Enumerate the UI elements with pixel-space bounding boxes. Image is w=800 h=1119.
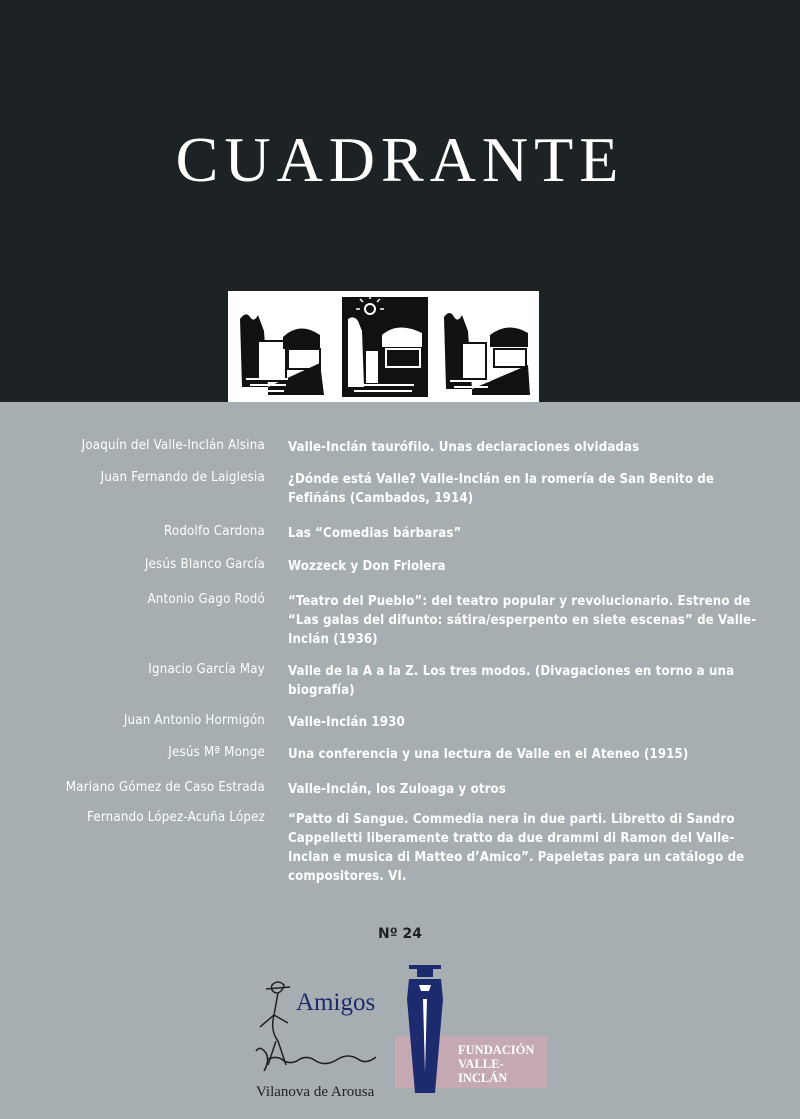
toc-article: Wozzeck y Don Friolera xyxy=(288,559,446,574)
toc-author: Juan Fernando de Laiglesia xyxy=(100,470,265,485)
woodcut-panel-center xyxy=(342,295,428,397)
toc-author: Jesús Blanco García xyxy=(144,557,265,572)
fundacion-name xyxy=(458,1043,547,1085)
toc-author: Rodolfo Cardona xyxy=(164,524,265,539)
magazine-title: CUADRANTE xyxy=(175,124,625,195)
toc-article: Valle de la A a la Z. Los tres modos. (Divagaciones en torno a una biografía) xyxy=(288,664,735,698)
amigos-place: Vilanova de Arousa xyxy=(256,1084,375,1100)
fundacion-line2: VALLE-INCLÁN xyxy=(458,1057,508,1085)
toc-author: Joaquín del Valle-Inclán Alsina xyxy=(81,438,265,453)
hat-figure-logo-icon xyxy=(395,963,455,1093)
fundacion-line1: FUNDACIÓN xyxy=(458,1043,535,1057)
woodcut-illustration xyxy=(228,291,539,402)
toc-author: Ignacio García May xyxy=(148,662,265,677)
toc-article: Valle-Inclán 1930 xyxy=(288,715,405,730)
toc-article: Las “Comedias bárbaras” xyxy=(288,526,462,541)
toc-author: Fernando López-Acuña López xyxy=(87,810,265,825)
toc-article: Una conferencia y una lectura de Valle en el Ateneo (1915) xyxy=(288,747,689,762)
amigos-logo xyxy=(248,975,398,1105)
woodcut-panel-left xyxy=(236,299,328,397)
fundacion-logo xyxy=(395,963,547,1093)
toc-article: “Patto di Sangue. Commedia nera in due parti. Libretto di Sandro Cappelletti liberamente tratto da due drammi di Ramon del Valle-Inclan e musica di Matteo d’Amico”. Papeletas para un catálogo de compositores. VI. xyxy=(288,812,745,884)
toc-article: Valle-Inclán taurófilo. Unas declaraciones olvidadas xyxy=(288,440,640,455)
toc-article: “Teatro del Pueblo”: del teatro popular y revolucionario. Estreno de “Las galas del difunto: sátira/esperpento en siete escenas” de Valle-Inclán (1936) xyxy=(288,594,757,647)
toc-author: Juan Antonio Hormigón xyxy=(123,713,265,728)
toc-article: Valle-Inclán, los Zuloaga y otros xyxy=(288,782,506,797)
issue-number: Nº 24 xyxy=(378,926,422,942)
toc-author: Mariano Gómez de Caso Estrada xyxy=(65,780,265,795)
toc-article: ¿Dónde está Valle? Valle-Inclán en la romería de San Benito de Fefiñáns (Cambados, 1914) xyxy=(288,472,715,506)
amigos-wordmark: Amigos xyxy=(296,989,376,1016)
woodcut-panel-right xyxy=(440,299,532,397)
toc-author: Jesús Mª Monge xyxy=(168,745,265,760)
toc-author: Antonio Gago Rodó xyxy=(147,592,265,607)
